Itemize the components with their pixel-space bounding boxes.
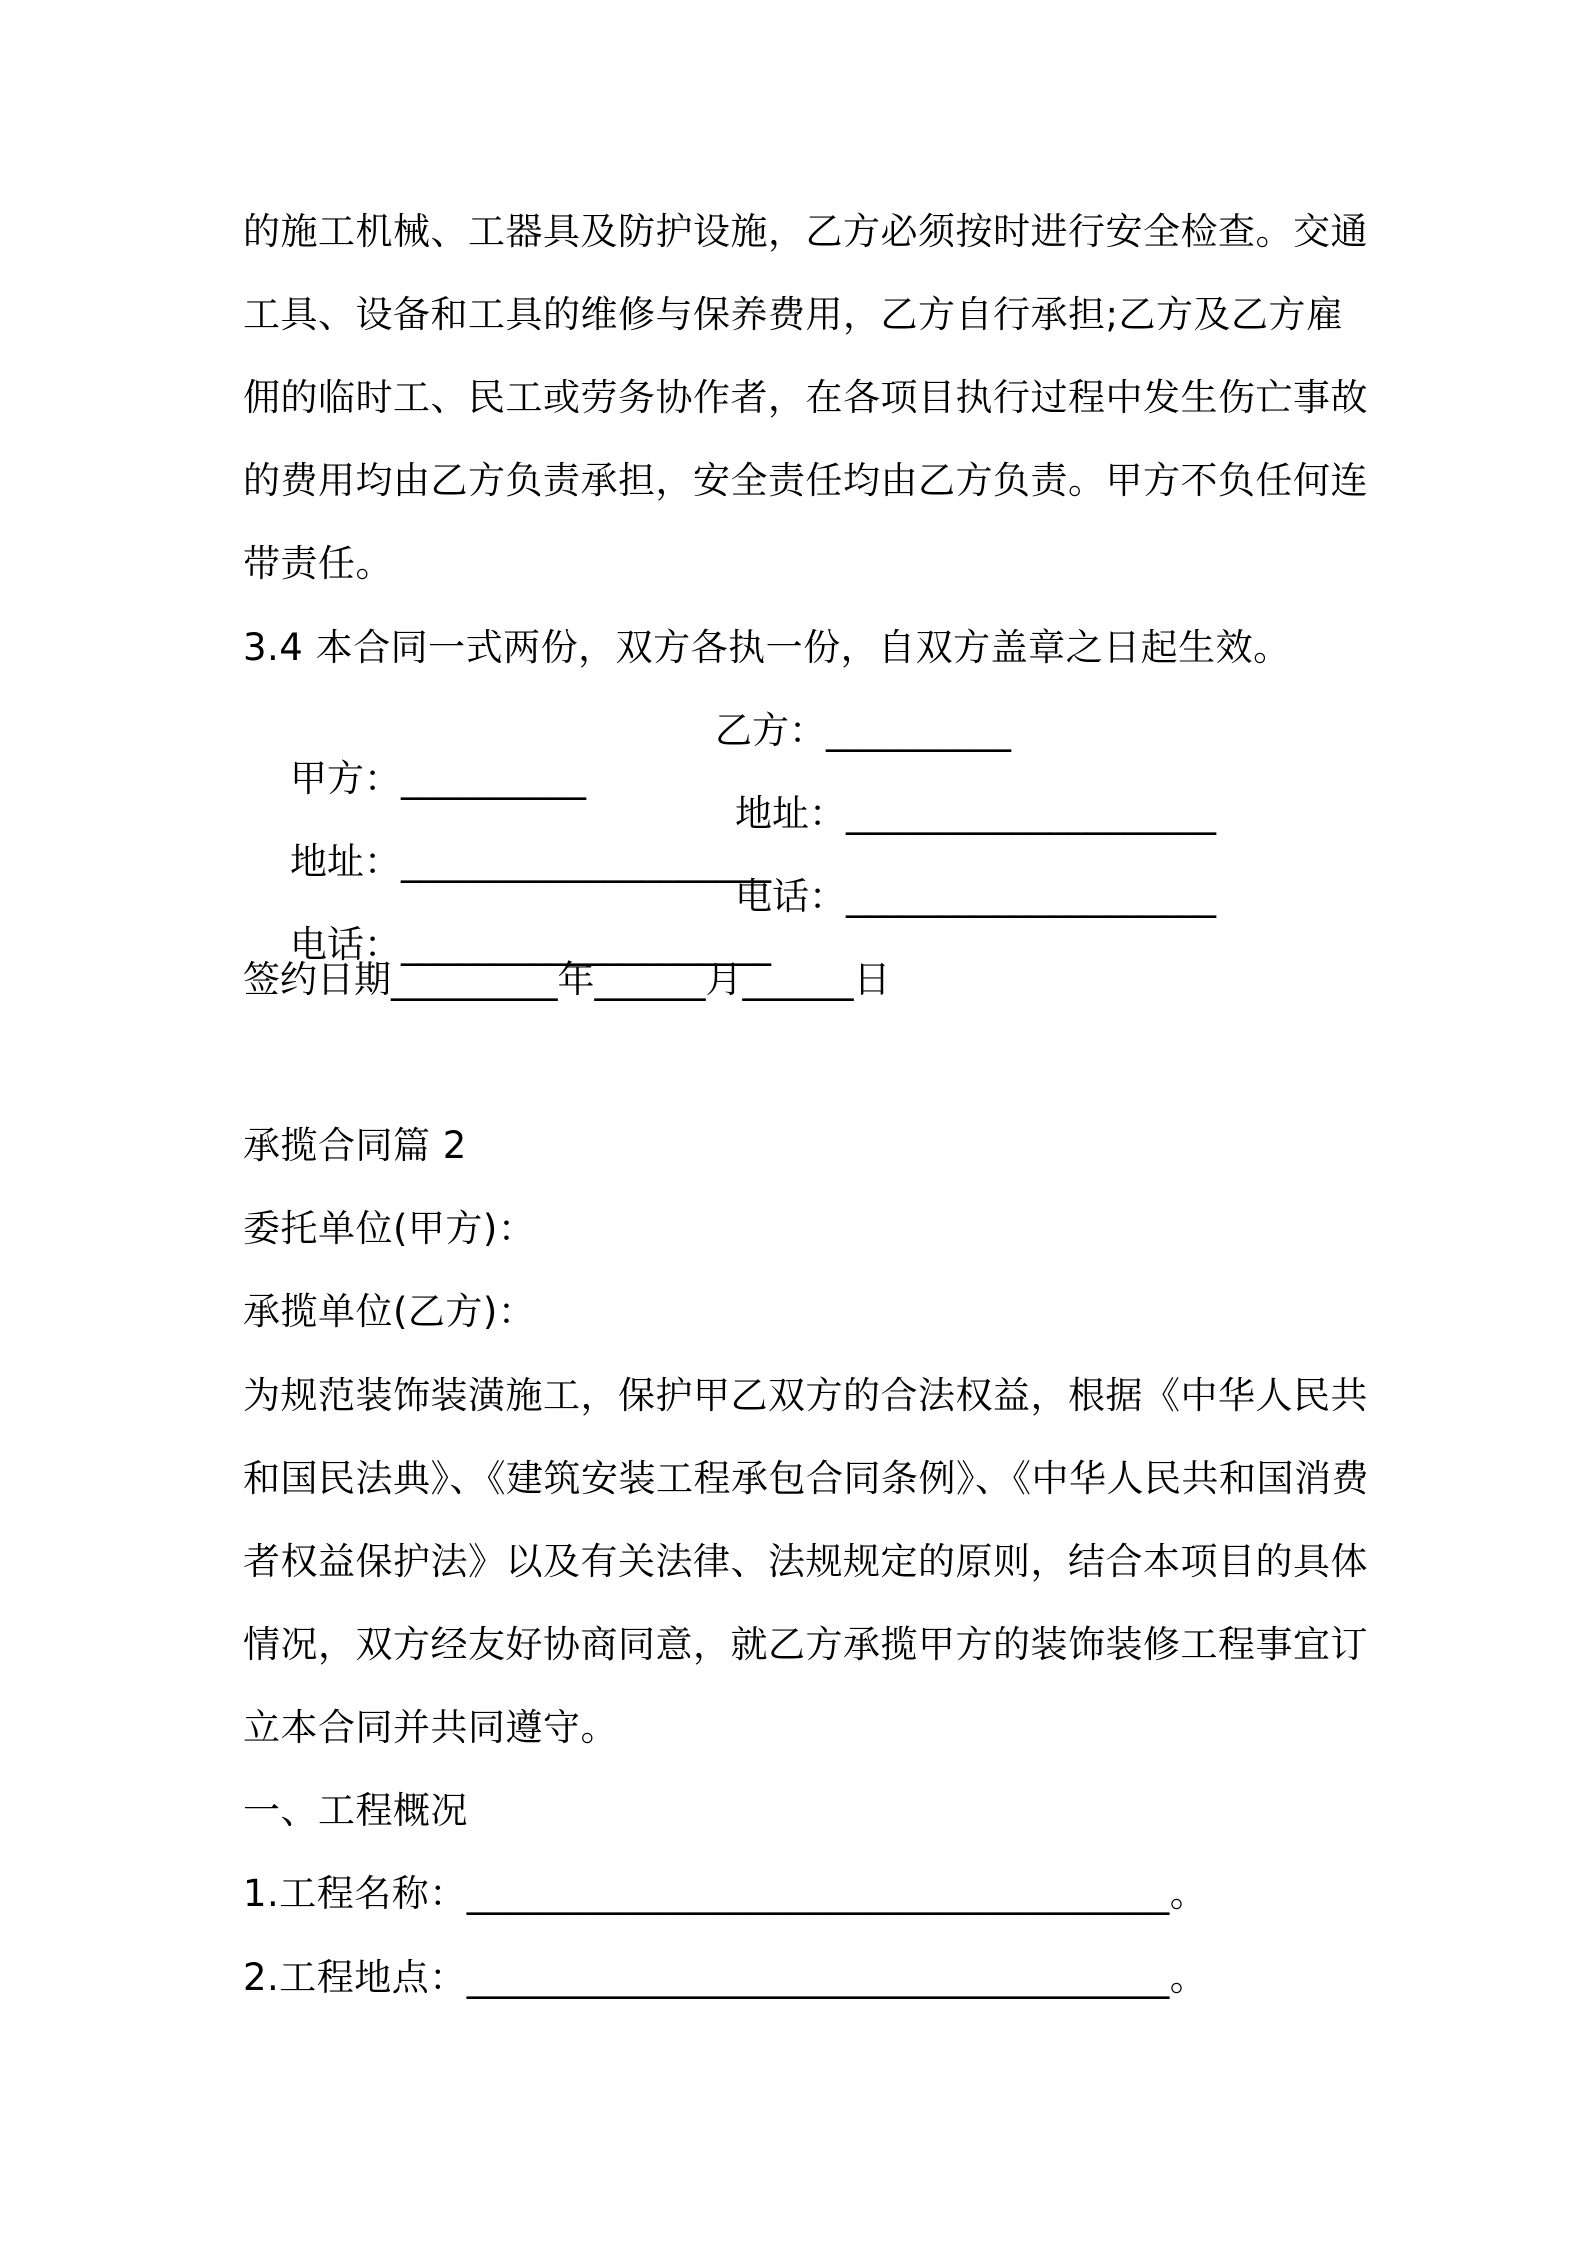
project-location-field: 2.工程地点：_____________________________________。 [243,1956,1208,1999]
phone-b-field: 电话：____________________ [735,875,1216,918]
phone-a-field: 电话：____________________ [290,923,772,966]
paragraph-line: 工具、设备和工具的维修与保养费用，乙方自行承担;乙方及乙方雇 [243,293,1344,336]
section-title: 承揽合同篇 2 [243,1124,467,1167]
address-b-field: 地址：____________________ [735,792,1216,835]
address-a-field: 地址：____________________ [290,840,772,883]
paragraph-line: 的费用均由乙方负责承担，安全责任均由乙方负责。甲方不负任何连 [243,459,1368,502]
heading-project-overview: 一、工程概况 [243,1789,468,1832]
paragraph-line: 为规范装饰装潢施工，保护甲乙双方的合法权益，根据《中华人民共 [243,1374,1368,1417]
contractor-label: 承揽单位(乙方)： [243,1290,536,1333]
paragraph-line: 者权益保护法》以及有关法律、法规规定的原则，结合本项目的具体 [243,1540,1368,1583]
paragraph-line: 和国民法典》、《建筑安装工程承包合同条例》、《中华人民共和国消费 [243,1457,1369,1500]
paragraph-line: 带责任。 [243,542,393,585]
clause-3-4: 3.4 本合同一式两份，双方各执一份，自双方盖章之日起生效。 [243,626,1291,669]
sign-date-field: 签约日期_________年______月______日 [243,958,891,1001]
paragraph-line: 立本合同并共同遵守。 [243,1706,618,1749]
paragraph-line: 佣的临时工、民工或劳务协作者，在各项目执行过程中发生伤亡事故 [243,376,1368,419]
party-a-field: 甲方：__________ [290,757,587,800]
paragraph-line: 情况，双方经友好协商同意，就乙方承揽甲方的装饰装修工程事宜订 [243,1623,1368,1666]
paragraph-line: 的施工机械、工器具及防护设施，乙方必须按时进行安全检查。交通 [243,210,1368,253]
project-name-field: 1.工程名称：_____________________________________。 [243,1872,1208,1915]
party-b-field: 乙方：__________ [715,709,1011,752]
client-label: 委托单位(甲方)： [243,1207,536,1250]
